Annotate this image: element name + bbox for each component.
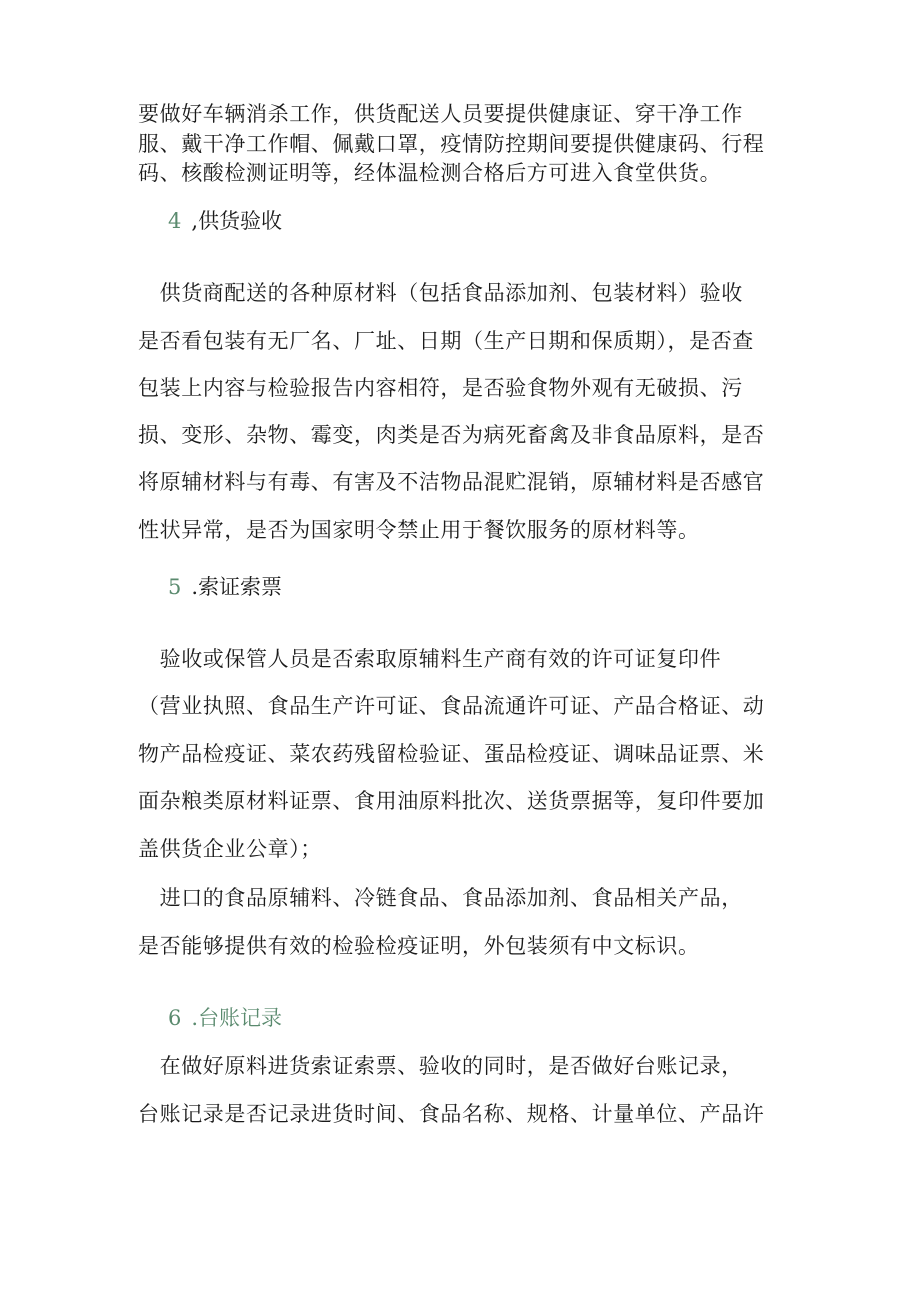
paragraph-line: 台账记录是否记录进货时间、食品名称、规格、计量单位、产品许 <box>138 1102 765 1126</box>
section-heading <box>168 1004 282 1032</box>
section-title: 台账记录 <box>198 1006 283 1030</box>
paragraph-line: 包装上内容与检验报告内容相符，是否验食物外观有无破损、污 <box>138 376 743 400</box>
paragraph-line: 是否能够提供有效的检验检疫证明，外包装须有中文标识。 <box>138 934 700 958</box>
section-heading <box>168 207 282 235</box>
paragraph-line: 将原辅材料与有毒、有害及不洁物品混贮混销，原辅材料是否感官 <box>138 470 765 494</box>
paragraph-line: 在做好原料进货索证索票、验收的同时，是否做好台账记录， <box>138 1054 743 1078</box>
paragraph-line: 损、变形、杂物、霉变，肉类是否为病死畜禽及非食品原料，是否 <box>138 423 765 447</box>
section-separator: . <box>191 1006 199 1030</box>
paragraph-line: 面杂粮类原材料证票、食用油原料批次、送货票据等，复印件要加 <box>138 789 765 813</box>
section-number: 5 <box>168 575 182 599</box>
paragraph-line: 服、戴干净工作帽、佩戴口罩，疫情防控期间要提供健康码、行程 <box>138 132 765 156</box>
paragraph-line: 要做好车辆消杀工作，供货配送人员要提供健康证、穿干净工作 <box>138 102 743 126</box>
section-number: 4 <box>168 209 182 233</box>
paragraph-line: （营业执照、食品生产许可证、食品流通许可证、产品合格证、动 <box>138 694 765 718</box>
paragraph-line: 盖供货企业公章）； <box>138 837 322 861</box>
paragraph-line: 是否看包装有无厂名、厂址、日期（生产日期和保质期），是否查 <box>138 329 754 353</box>
section-title: 索证索票 <box>198 575 283 599</box>
paragraph-line: 供货商配送的各种原材料（包括食品添加剂、包装材料）验收 <box>138 281 743 305</box>
section-separator: , <box>191 209 199 233</box>
paragraph-line: 验收或保管人员是否索取原辅料生产商有效的许可证复印件 <box>138 647 722 671</box>
paragraph-line: 物产品检疫证、菜农药残留检验证、蛋品检疫证、调味品证票、米 <box>138 742 765 766</box>
paragraph-line: 性状异常，是否为国家明令禁止用于餐饮服务的原材料等。 <box>138 518 700 542</box>
section-heading <box>168 573 282 601</box>
paragraph-line: 进口的食品原辅料、冷链食品、食品添加剂、食品相关产品， <box>138 886 743 910</box>
section-separator: . <box>191 575 199 599</box>
paragraph-line: 码、核酸检测证明等，经体温检测合格后方可进入食堂供货。 <box>138 161 722 185</box>
section-number: 6 <box>168 1006 182 1030</box>
section-title: 供货验收 <box>198 209 283 233</box>
